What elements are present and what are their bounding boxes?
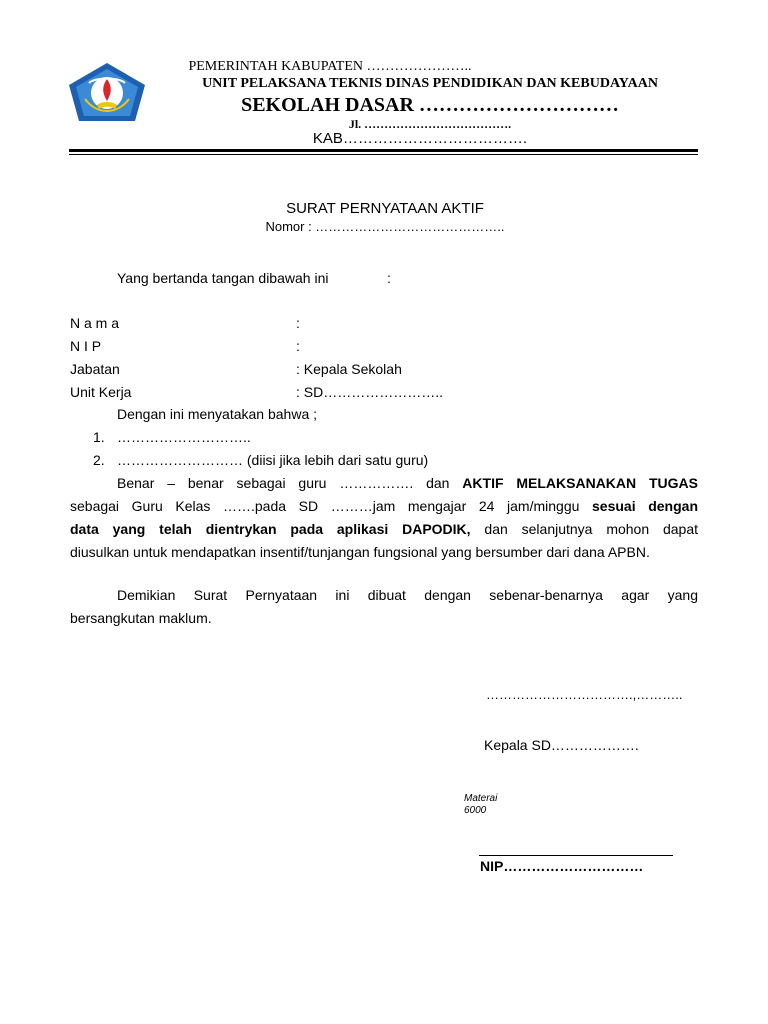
closing-line-2: bersangkutan maklum.	[70, 610, 212, 626]
signature-position: Kepala SD……………….	[484, 737, 639, 753]
materai-label	[464, 793, 497, 817]
field-unit-label: Unit Kerja	[70, 384, 132, 400]
field-nip-value: :	[296, 338, 300, 354]
header-regency: KAB……………………………….	[312, 130, 528, 147]
field-unit-value: : SD……………………..	[296, 384, 444, 400]
header-unit: UNIT PELAKSANA TEKNIS DINAS PENDIDIKAN DAN KEBUDAYAAN	[202, 76, 658, 91]
document-title: SURAT PERNYATAAN AKTIF	[286, 200, 484, 217]
body-line-1: Benar – benar sebagai guru ……………. dan AKTIF MELAKSANAKAN TUGAS	[117, 475, 699, 491]
signature-line	[479, 855, 673, 856]
body-line-4: diusulkan untuk mendapatkan insentif/tunjangan fungsional yang bersumber dari dana APBN.	[70, 544, 650, 560]
field-nip-label: N I P	[70, 338, 102, 354]
intro-colon: :	[387, 270, 391, 286]
body-line-3: data yang telah dientrykan pada aplikasi DAPODIK, dan selanjutnya mohon dapat	[70, 521, 699, 537]
list-item-1-number: 1.	[93, 429, 105, 445]
signature-nip: NIP…………………………	[480, 858, 644, 874]
statement-intro: Dengan ini menyatakan bahwa ;	[117, 406, 318, 422]
body-paragraph	[70, 472, 698, 564]
header-rule-thin	[69, 154, 698, 155]
list-item-2-number: 2.	[93, 452, 105, 468]
body-line-2: sebagai Guru Kelas …….pada SD ………jam mengajar 24 jam/minggu sesuai dengan	[70, 498, 698, 514]
list-item-2-text: ……………………… (diisi jika lebih dari satu guru)	[117, 452, 429, 468]
closing-line-1: Demikian Surat Pernyataan ini dibuat dengan sebenar-benarnya agar yang	[117, 587, 698, 603]
field-jabatan-label: Jabatan	[70, 361, 120, 377]
closing-paragraph	[70, 584, 698, 630]
document-number: Nomor : ……………………………………..	[265, 219, 505, 234]
header-rule-thick	[69, 149, 698, 152]
header-government: PEMERINTAH KABUPATEN …………………..	[188, 59, 472, 74]
intro-text: Yang bertanda tangan dibawah ini	[117, 270, 329, 286]
materai-line-1: Materai	[464, 793, 498, 804]
list-item-1-text: ………………………..	[117, 429, 251, 445]
field-name-label: N a m a	[70, 315, 120, 331]
materai-line-2: 6000	[464, 805, 487, 816]
field-name-value: :	[296, 315, 300, 331]
header-school-name: SEKOLAH DASAR …………………………	[241, 94, 619, 116]
header-address: Jl. ……………………………….	[348, 117, 512, 131]
field-jabatan-value: : Kepala Sekolah	[296, 361, 402, 377]
signature-place-date: …………………………….,………..	[486, 687, 683, 702]
